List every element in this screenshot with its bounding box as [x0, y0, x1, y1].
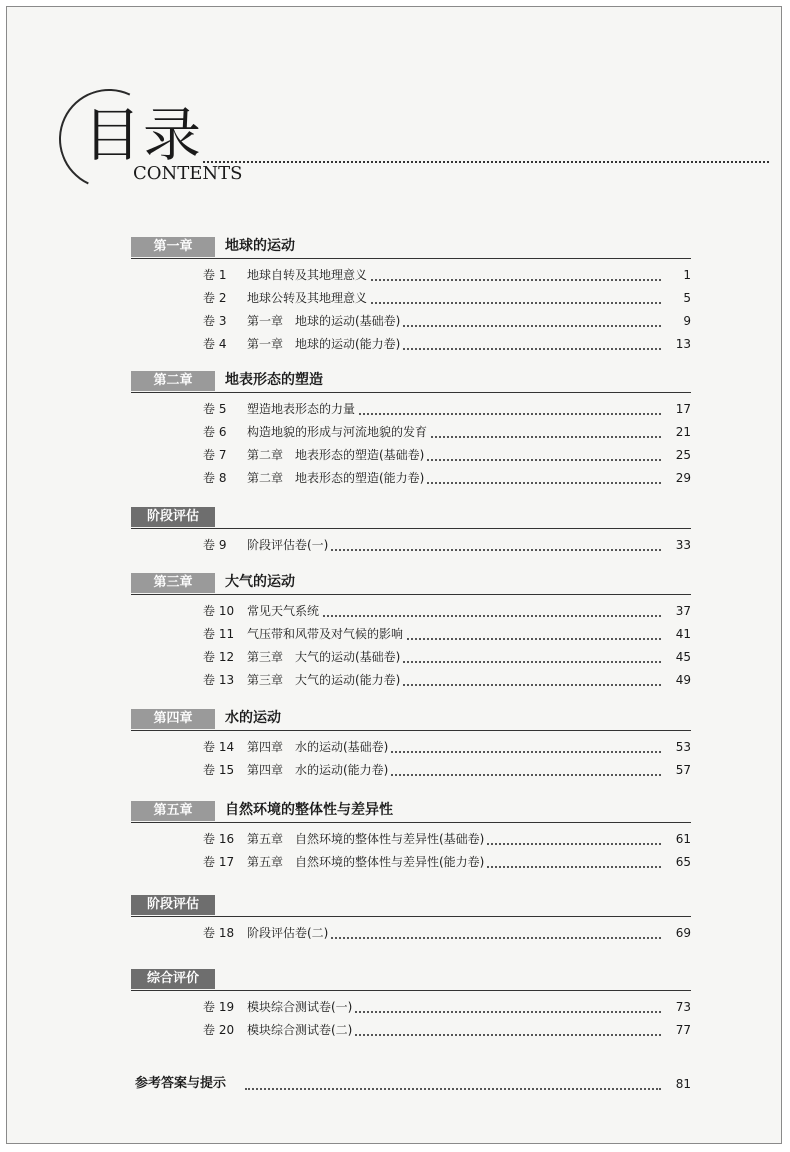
section-badge: 第一章: [131, 237, 215, 257]
entry-number: 卷 11: [203, 627, 235, 641]
toc-entry[interactable]: [131, 288, 691, 309]
answers-leader-dots: [245, 1088, 661, 1090]
entry-page: 5: [683, 291, 691, 305]
section-badge: 第三章: [131, 573, 215, 593]
toc-entry[interactable]: [131, 535, 691, 556]
answers-page: 81: [675, 1077, 691, 1091]
entry-title: 气压带和风带及对气候的影响: [247, 624, 406, 645]
entry-page: 49: [675, 673, 691, 687]
entry-page: 25: [675, 448, 691, 462]
page-title: 目录: [83, 101, 204, 169]
entry-number: 卷 8: [203, 471, 227, 485]
entry-number: 卷 3: [203, 314, 227, 328]
entry-title: 第三章 大气的运动(能力卷): [247, 670, 403, 691]
header-dotted-rule: [203, 161, 769, 163]
entry-page: 73: [675, 1000, 691, 1014]
toc-entry[interactable]: [131, 829, 691, 850]
entry-number: 卷 12: [203, 650, 235, 664]
entry-number: 卷 5: [203, 402, 227, 416]
section-stage-assessment-1: [131, 507, 691, 558]
toc-entry[interactable]: [131, 601, 691, 622]
entry-title: 阶段评估卷(一): [247, 535, 331, 556]
answers-title: 参考答案与提示: [135, 1073, 230, 1095]
toc-entry[interactable]: [131, 852, 691, 873]
entry-page: 41: [675, 627, 691, 641]
section-title: 自然环境的整体性与差异性: [225, 802, 393, 818]
entry-page: 13: [675, 337, 691, 351]
section-badge: 阶段评估: [131, 507, 215, 527]
entry-title: 第一章 地球的运动(能力卷): [247, 334, 403, 355]
entry-title: 地球公转及其地理意义: [247, 288, 370, 309]
section-chapter-4: [131, 709, 691, 783]
entry-title: 第四章 水的运动(基础卷): [247, 737, 391, 758]
toc-entry[interactable]: [131, 647, 691, 668]
entry-title: 地球自转及其地理意义: [247, 265, 370, 286]
entry-title: 第三章 大气的运动(基础卷): [247, 647, 403, 668]
entry-page: 69: [675, 926, 691, 940]
section-title: 地球的运动: [225, 238, 295, 254]
entry-page: 1: [683, 268, 691, 282]
entry-page: 77: [675, 1023, 691, 1037]
entry-title: 第二章 地表形态的塑造(基础卷): [247, 445, 427, 466]
entry-number: 卷 15: [203, 763, 235, 777]
entry-number: 卷 13: [203, 673, 235, 687]
section-badge: 综合评价: [131, 969, 215, 989]
entry-page: 65: [675, 855, 691, 869]
toc-entry[interactable]: [131, 334, 691, 355]
section-comprehensive: [131, 969, 691, 1043]
toc-entry[interactable]: [131, 997, 691, 1018]
entry-title: 构造地貌的形成与河流地貌的发育: [247, 422, 430, 443]
section-title: 大气的运动: [225, 574, 295, 590]
entry-page: 17: [675, 402, 691, 416]
entry-page: 9: [683, 314, 691, 328]
entry-page: 37: [675, 604, 691, 618]
entry-page: 33: [675, 538, 691, 552]
entry-number: 卷 4: [203, 337, 227, 351]
entry-number: 卷 6: [203, 425, 227, 439]
entry-page: 21: [675, 425, 691, 439]
section-title: 水的运动: [225, 710, 281, 726]
section-badge: 第四章: [131, 709, 215, 729]
toc-entry[interactable]: [131, 422, 691, 443]
entry-title: 第四章 水的运动(能力卷): [247, 760, 391, 781]
section-title: 地表形态的塑造: [225, 372, 323, 388]
toc-entry[interactable]: [131, 468, 691, 489]
toc-entry[interactable]: [131, 624, 691, 645]
section-chapter-1: [131, 237, 691, 357]
entry-number: 卷 1: [203, 268, 227, 282]
section-stage-assessment-2: [131, 895, 691, 946]
entry-number: 卷 10: [203, 604, 235, 618]
toc-header: [7, 7, 783, 207]
toc-entry[interactable]: [131, 445, 691, 466]
toc-entry[interactable]: [131, 1020, 691, 1041]
entry-number: 卷 18: [203, 926, 235, 940]
section-badge: 第二章: [131, 371, 215, 391]
entry-number: 卷 17: [203, 855, 235, 869]
entry-number: 卷 16: [203, 832, 235, 846]
entry-title: 第二章 地表形态的塑造(能力卷): [247, 468, 427, 489]
toc-entry[interactable]: [131, 670, 691, 691]
answers-entry[interactable]: [135, 1073, 691, 1095]
entry-number: 卷 14: [203, 740, 235, 754]
section-chapter-3: [131, 573, 691, 693]
entry-title: 模块综合测试卷(一): [247, 997, 355, 1018]
section-badge: 第五章: [131, 801, 215, 821]
toc-entry[interactable]: [131, 399, 691, 420]
entry-title: 第五章 自然环境的整体性与差异性(基础卷): [247, 829, 487, 850]
entry-title: 塑造地表形态的力量: [247, 399, 358, 420]
entry-page: 53: [675, 740, 691, 754]
section-badge: 阶段评估: [131, 895, 215, 915]
entry-number: 卷 2: [203, 291, 227, 305]
entry-number: 卷 7: [203, 448, 227, 462]
entry-page: 57: [675, 763, 691, 777]
toc-entry[interactable]: [131, 760, 691, 781]
entry-page: 29: [675, 471, 691, 485]
toc-entry[interactable]: [131, 265, 691, 286]
entry-title: 阶段评估卷(二): [247, 923, 331, 944]
page-subtitle: CONTENTS: [133, 163, 243, 184]
entry-page: 61: [675, 832, 691, 846]
entry-title: 第一章 地球的运动(基础卷): [247, 311, 403, 332]
toc-entry[interactable]: [131, 311, 691, 332]
entry-title: 常见天气系统: [247, 601, 322, 622]
entry-page: 45: [675, 650, 691, 664]
entry-number: 卷 9: [203, 538, 227, 552]
section-chapter-2: [131, 371, 691, 491]
section-chapter-5: [131, 801, 691, 875]
entry-number: 卷 19: [203, 1000, 235, 1014]
toc-entry[interactable]: [131, 923, 691, 944]
toc-entry[interactable]: [131, 737, 691, 758]
entry-number: 卷 20: [203, 1023, 235, 1037]
entry-title: 第五章 自然环境的整体性与差异性(能力卷): [247, 852, 487, 873]
toc-page: [6, 6, 782, 1144]
entry-title: 模块综合测试卷(二): [247, 1020, 355, 1041]
